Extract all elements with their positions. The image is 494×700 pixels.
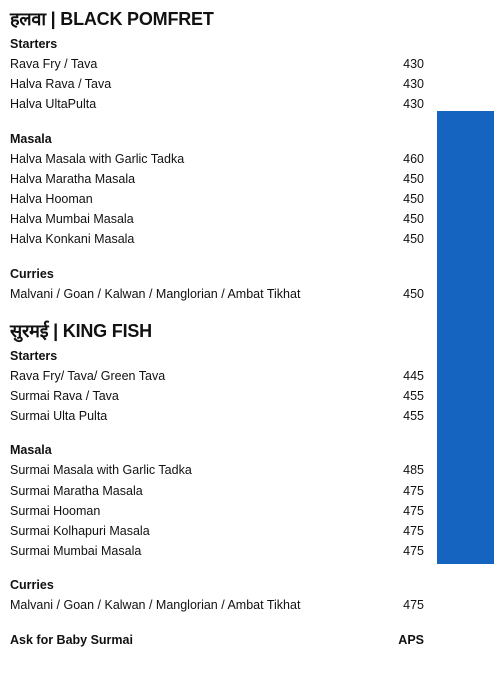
- menu-item: [10, 54, 424, 74]
- item-name: Malvani / Goan / Kalwan / Manglorian / Ambat Tikhat: [10, 598, 301, 613]
- item-name: Surmai Kolhapuri Masala: [10, 524, 150, 539]
- note-text: Ask for Baby Surmai: [10, 632, 133, 647]
- group-starters: [10, 346, 424, 427]
- item-name: Surmai Mumbai Masala: [10, 544, 142, 559]
- menu-item: [10, 366, 424, 386]
- group-heading: Curries: [10, 578, 54, 593]
- group-starters: [10, 34, 424, 115]
- section-black-pomfret: [10, 8, 424, 304]
- group-heading: Starters: [10, 37, 58, 51]
- item-price: 485: [403, 463, 424, 478]
- blue-accent-bar: [437, 111, 494, 564]
- group-masala: [10, 129, 424, 250]
- item-name: Rava Fry / Tava: [10, 57, 98, 71]
- menu-item: [10, 149, 424, 169]
- item-name: Halva Konkani Masala: [10, 232, 135, 247]
- menu-item: [10, 406, 424, 426]
- item-name: Surmai Masala with Garlic Tadka: [10, 463, 192, 478]
- item-price: 475: [403, 503, 424, 518]
- item-name: Rava Fry/ Tava/ Green Tava: [10, 368, 166, 383]
- item-name: Halva Mumbai Masala: [10, 212, 134, 227]
- item-price: 430: [403, 57, 424, 71]
- item-name: Halva Hooman: [10, 192, 93, 207]
- item-name: Halva Maratha Masala: [10, 171, 136, 186]
- section-title: हलवा | BLACK POMFRET: [10, 9, 214, 29]
- menu-item: [10, 460, 424, 480]
- group-heading: Curries: [10, 266, 54, 281]
- menu-item: [10, 386, 424, 406]
- note-price: APS: [398, 632, 424, 647]
- group-curries: [10, 264, 424, 304]
- item-price: 475: [403, 524, 424, 539]
- menu-item: [10, 189, 424, 209]
- item-price: 430: [403, 77, 424, 92]
- item-price: 450: [403, 286, 424, 301]
- item-name: Halva UltaPulta: [10, 97, 97, 112]
- group-curries: [10, 575, 424, 615]
- menu-item: [10, 74, 424, 94]
- item-price: 450: [403, 212, 424, 227]
- group-masala: [10, 440, 424, 561]
- item-price: 450: [403, 192, 424, 207]
- baby-surmai-note: [10, 630, 424, 650]
- menu-page: [10, 8, 424, 650]
- section-title: सुरमई | KING FISH: [10, 320, 152, 341]
- item-price: 450: [403, 171, 424, 186]
- menu-item: [10, 595, 424, 615]
- item-price: 455: [403, 409, 424, 424]
- item-name: Surmai Rava / Tava: [10, 389, 119, 404]
- item-price: 475: [403, 598, 424, 613]
- group-heading: Masala: [10, 131, 52, 146]
- item-price: 475: [403, 483, 424, 498]
- menu-item: [10, 209, 424, 229]
- group-heading: Starters: [10, 348, 58, 363]
- menu-item: [10, 481, 424, 501]
- menu-item: [10, 229, 424, 249]
- menu-item: [10, 541, 424, 561]
- item-price: 430: [403, 97, 424, 112]
- item-name: Halva Masala with Garlic Tadka: [10, 151, 185, 166]
- menu-item: [10, 284, 424, 304]
- group-heading: Masala: [10, 443, 52, 458]
- item-price: 455: [403, 389, 424, 404]
- item-name: Surmai Maratha Masala: [10, 483, 143, 498]
- item-price: 460: [403, 151, 424, 166]
- item-name: Halva Rava / Tava: [10, 77, 112, 92]
- item-name: Malvani / Goan / Kalwan / Manglorian / Ambat Tikhat: [10, 286, 301, 301]
- menu-item: [10, 521, 424, 541]
- item-name: Surmai Ulta Pulta: [10, 409, 108, 424]
- item-price: 475: [403, 544, 424, 559]
- item-name: Surmai Hooman: [10, 503, 101, 518]
- item-price: 445: [403, 368, 424, 383]
- menu-item: [10, 94, 424, 114]
- section-king-fish: [10, 320, 424, 650]
- item-price: 450: [403, 232, 424, 247]
- menu-item: [10, 501, 424, 521]
- menu-item: [10, 169, 424, 189]
